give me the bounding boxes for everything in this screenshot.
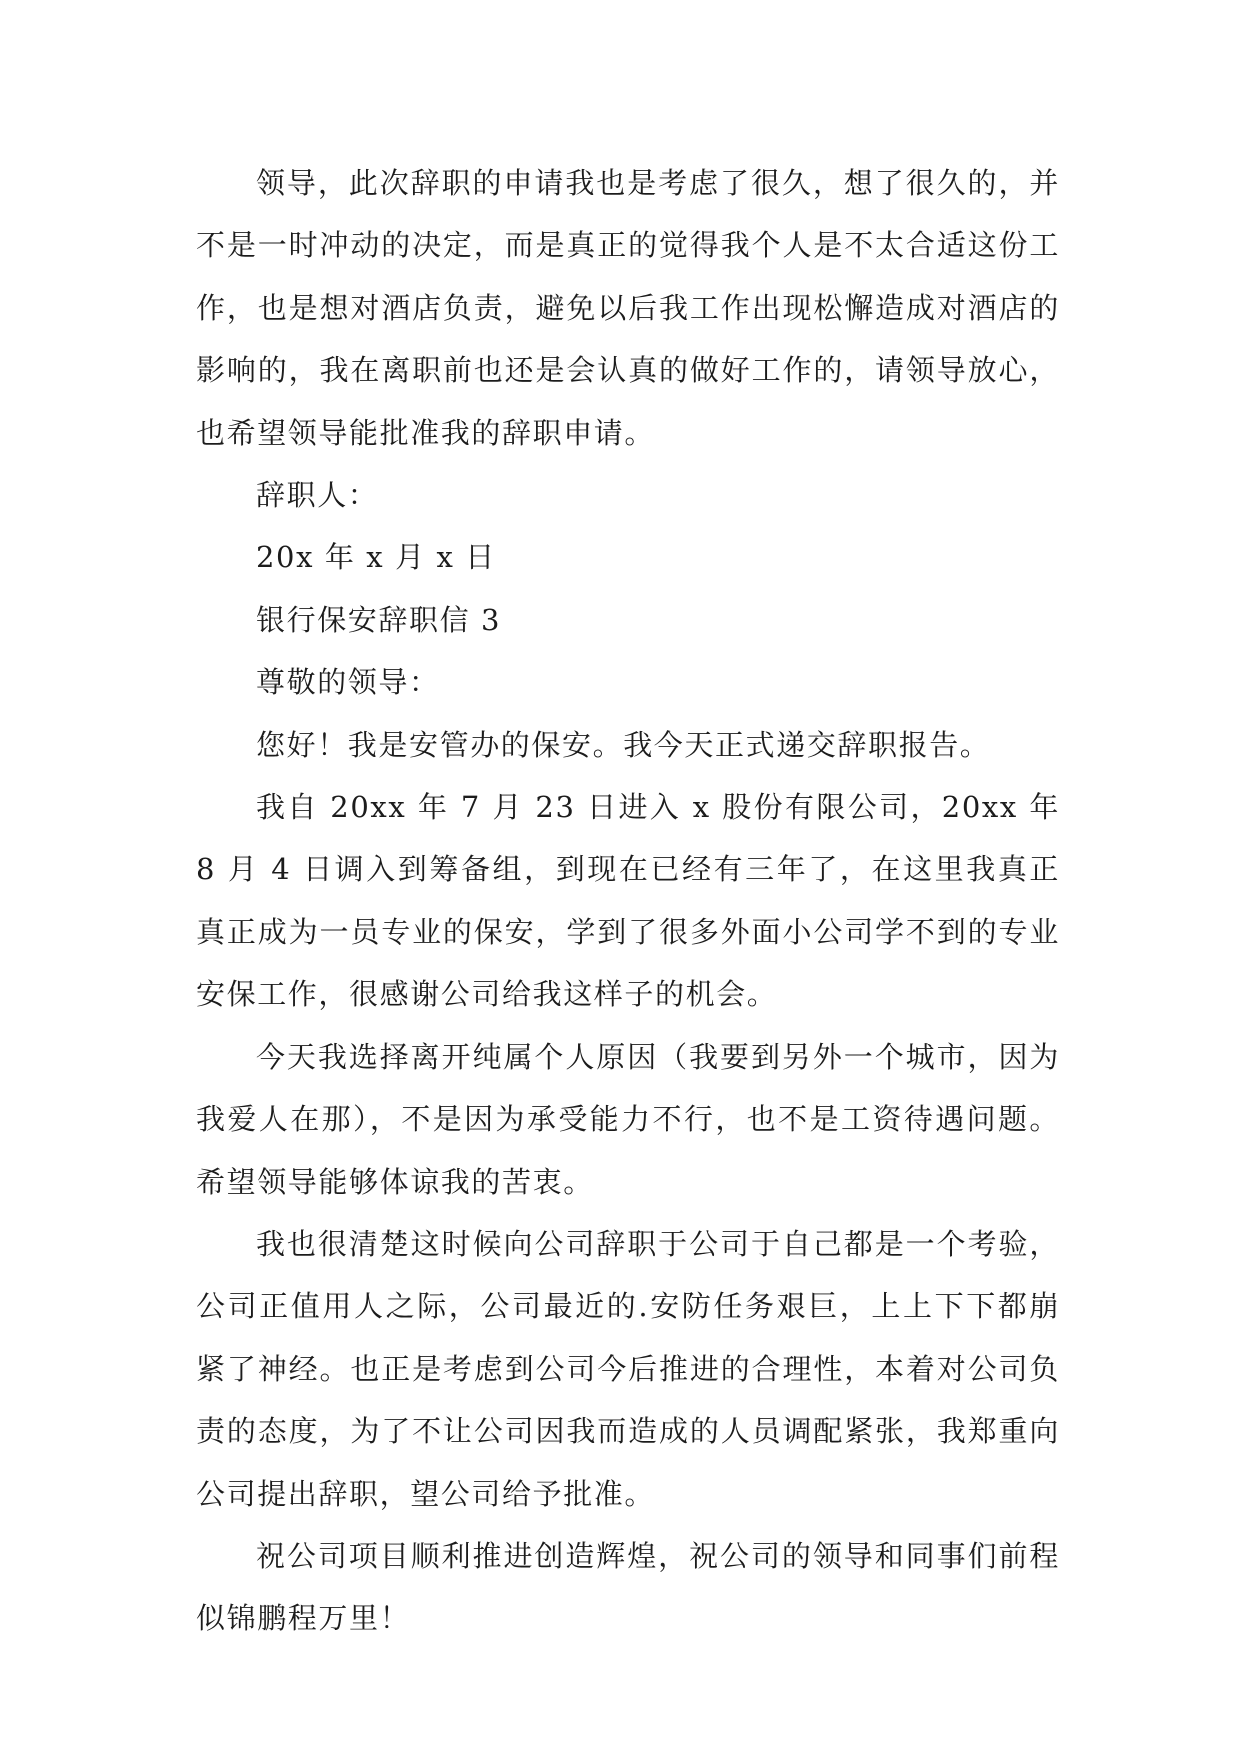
- paragraph-reason: 领导，此次辞职的申请我也是考虑了很久，想了很久的，并不是一时冲动的决定，而是真正的觉得我个人是不太合适这份工作，也是想对酒店负责，避免以后我工作出现松懈造成对酒店的影响的，我在离职前也还是会认真的做好工作的，请领导放心，也希望领导能批准我的辞职申请。: [196, 166, 1060, 450]
- date-line: 20x 年 x 月 x 日: [256, 540, 496, 575]
- salutation: 尊敬的领导：: [256, 665, 440, 700]
- paragraph-closing-wishes: 祝公司项目顺利推进创造辉煌，祝公司的领导和同事们前程似锦鹏程万里！: [196, 1538, 1060, 1636]
- paragraph-history: 我自 20xx 年 7 月 23 日进入 x 股份有限公司，20xx 年 8 月 4 日调入到筹备组，到现在已经有三年了，在这里我真正真正成为一员专业的保安，学到了很多外面小公司学不到的专业安保工作，很感谢公司给我这样子的机会。: [196, 790, 1060, 1012]
- paragraph-reason-personal: 今天我选择离开纯属个人原因（我要到另外一个城市，因为我爱人在那），不是因为承受能力不行，也不是工资待遇问题。希望领导能够体谅我的苦衷。: [196, 1039, 1060, 1199]
- paragraph-greeting: 您好！我是安管办的保安。我今天正式递交辞职报告。: [256, 727, 991, 762]
- letter-title: 银行保安辞职信 3: [256, 602, 502, 637]
- document-body: [196, 152, 1060, 1650]
- resignee-label: 辞职人：: [256, 478, 379, 513]
- paragraph-consideration: 我也很清楚这时候向公司辞职于公司于自己都是一个考验，公司正值用人之际，公司最近的.安防任务艰巨，上上下下都崩紧了神经。也正是考虑到公司今后推进的合理性，本着对公司负责的态度，为了不让公司因我而造成的人员调配紧张，我郑重向公司提出辞职，望公司给予批准。: [196, 1226, 1060, 1511]
